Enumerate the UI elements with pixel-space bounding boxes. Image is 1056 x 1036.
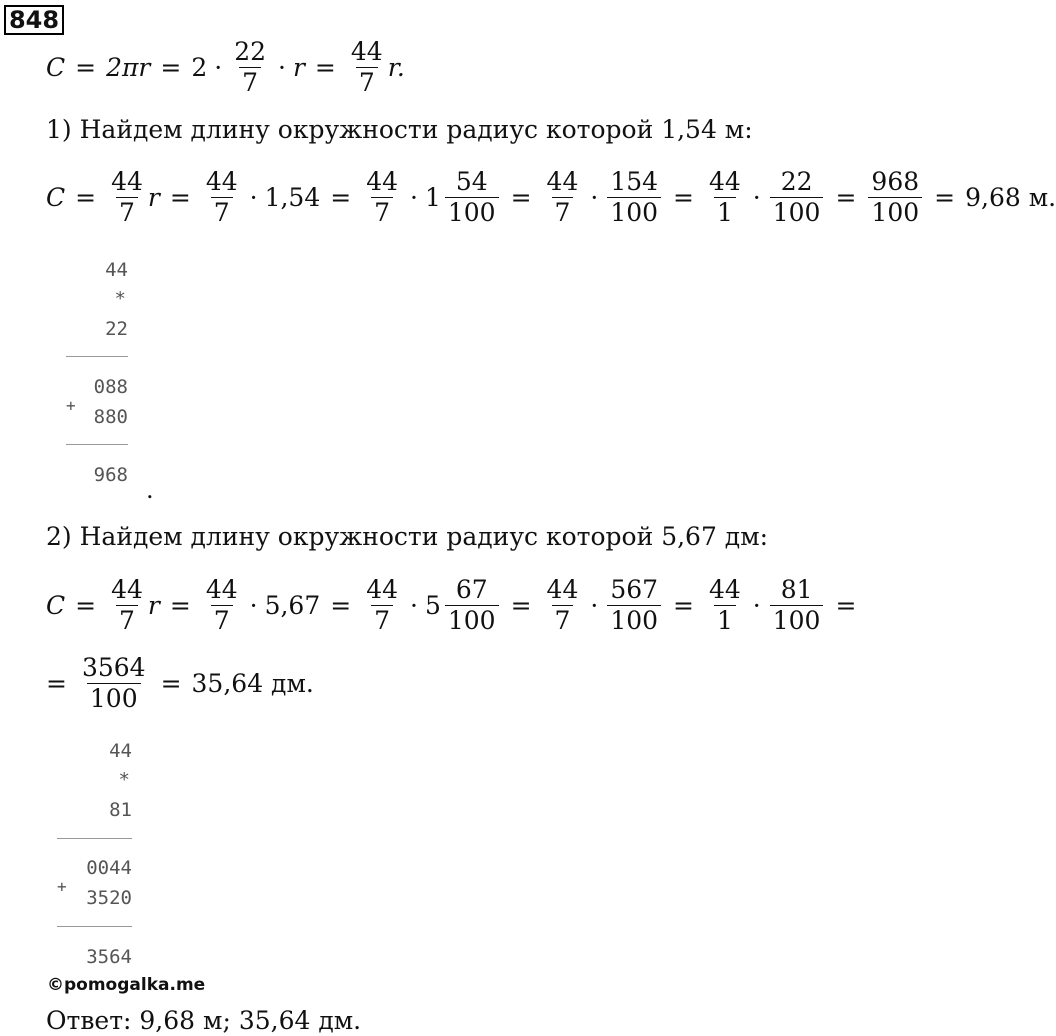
equals-sign: =	[75, 52, 97, 82]
fraction-denominator: 7	[239, 67, 261, 98]
calc-multiplicand: 44	[105, 259, 128, 281]
formula-r: r	[292, 52, 305, 82]
calc-result: 3564	[86, 946, 132, 968]
fraction-44-7	[203, 167, 241, 228]
calc-rule	[57, 838, 132, 839]
fraction-denominator: 100	[87, 683, 141, 714]
fraction-numerator: 44	[205, 166, 238, 196]
step1-heading: 1) Найдем длину окружности радиус которой 1,54 м:	[46, 115, 753, 144]
calc-multiplier: 22	[105, 318, 128, 340]
calc-multiply-sign: *	[114, 288, 126, 310]
fraction-44-7	[108, 167, 146, 228]
multiply-dot: ·	[590, 590, 599, 620]
fraction-numerator: 81	[780, 574, 813, 604]
step1-equation	[46, 152, 1056, 242]
formula-two: 2	[191, 52, 208, 82]
equals-sign: =	[510, 182, 532, 212]
multiply-dot: ·	[752, 182, 761, 212]
fraction-numerator: 44	[111, 574, 143, 604]
formula-r-end: r.	[387, 52, 405, 82]
improper-fraction	[607, 575, 661, 636]
fraction-denominator: 100	[868, 197, 922, 228]
fraction-denominator: 100	[607, 605, 661, 636]
equals-sign: =	[835, 182, 857, 212]
fraction-denominator: 7	[211, 197, 233, 228]
multiply-dot: ·	[410, 590, 418, 620]
fraction-numerator: 44	[708, 574, 741, 604]
fraction-denominator: 100	[445, 197, 499, 228]
equals-sign: =	[314, 52, 336, 82]
fraction-44-7	[363, 575, 401, 636]
fraction-denominator: 7	[371, 197, 393, 228]
fraction-44-7	[108, 575, 146, 636]
fraction-denominator: 1	[714, 605, 736, 636]
mixed-fraction	[445, 167, 499, 228]
fraction-numerator: 154	[610, 166, 659, 196]
calc-partial-2: 880	[93, 406, 128, 428]
step1-result: 9,68 м.	[965, 182, 1056, 212]
equals-sign: =	[934, 182, 956, 212]
formula-r: r	[147, 182, 160, 212]
equals-sign: =	[835, 590, 857, 620]
mixed-fraction	[445, 575, 499, 636]
calc-rule	[66, 444, 128, 445]
equals-sign: =	[673, 182, 694, 212]
calc-plus-sign: +	[66, 396, 76, 415]
formula-r: r	[147, 590, 160, 620]
fraction-numerator: 44	[708, 166, 741, 196]
problem-number: 848	[4, 5, 64, 35]
fraction-denominator: 7	[552, 197, 574, 228]
equals-sign: =	[160, 668, 182, 698]
formula-c: C	[46, 52, 66, 82]
equals-sign: =	[75, 590, 97, 620]
fraction-44-7	[348, 37, 386, 98]
fraction-numerator: 968	[871, 166, 920, 196]
equals-sign: =	[169, 590, 191, 620]
fraction-numerator: 44	[366, 574, 399, 604]
fraction-44-7	[544, 575, 582, 636]
multiply-dot: ·	[752, 590, 761, 620]
circumference-formula	[46, 22, 405, 112]
multiply-dot: ·	[214, 52, 223, 82]
watermark: ©pomogalka.me	[47, 975, 206, 995]
multiply-dot: ·	[590, 182, 599, 212]
mixed-number-whole: 1	[424, 182, 441, 212]
fraction-44-1	[706, 167, 744, 228]
fraction-44-7	[544, 167, 582, 228]
multiply-dot: ·	[278, 52, 286, 82]
answer: Ответ: 9,68 м; 35,64 дм.	[46, 1006, 362, 1035]
equals-sign: =	[510, 590, 532, 620]
fraction-44-7	[363, 167, 401, 228]
equals-sign: =	[75, 182, 97, 212]
fraction-denominator: 100	[770, 605, 824, 636]
equals-sign: =	[160, 52, 182, 82]
fraction-22-7	[231, 37, 269, 98]
fraction-numerator: 44	[205, 574, 238, 604]
fraction-denominator: 7	[356, 67, 378, 98]
fraction-numerator: 44	[546, 166, 579, 196]
fraction-numerator: 3564	[81, 652, 146, 682]
equals-sign: =	[673, 590, 694, 620]
step2-result: 35,64 дм.	[191, 668, 314, 698]
step2-equation-continued	[46, 638, 314, 728]
reduced-fraction	[770, 575, 824, 636]
reduced-fraction	[770, 167, 824, 228]
fraction-44-1	[706, 575, 744, 636]
equals-sign: =	[330, 182, 352, 212]
fraction-numerator: 67	[455, 574, 488, 604]
fraction-numerator: 22	[234, 36, 267, 66]
product-fraction	[79, 653, 149, 714]
calc-plus-sign: +	[57, 877, 67, 896]
calc-multiplicand: 44	[109, 740, 132, 762]
fraction-denominator: 7	[211, 605, 233, 636]
fraction-numerator: 44	[546, 574, 579, 604]
fraction-numerator: 44	[111, 166, 143, 196]
formula-c: C	[46, 590, 66, 620]
fraction-denominator: 100	[770, 197, 824, 228]
fraction-numerator: 22	[780, 166, 813, 196]
formula-2pir: 2πr	[106, 52, 151, 82]
fraction-denominator: 7	[371, 605, 393, 636]
multiply-dot: ·	[249, 182, 258, 212]
calc-partial-1: 0044	[86, 857, 132, 879]
calc-multiply-sign: *	[118, 769, 130, 791]
trailing-dot: .	[146, 476, 154, 504]
fraction-denominator: 100	[607, 197, 661, 228]
product-fraction	[868, 167, 922, 228]
calc-partial-2: 3520	[86, 887, 132, 909]
formula-c: C	[46, 182, 66, 212]
calc-multiplier: 81	[109, 799, 132, 821]
equals-sign: =	[330, 590, 352, 620]
multiply-dot: ·	[410, 182, 418, 212]
fraction-numerator: 54	[455, 166, 488, 196]
improper-fraction	[607, 167, 661, 228]
fraction-denominator: 1	[714, 197, 736, 228]
calc-rule	[57, 926, 132, 927]
calc-rule	[66, 356, 128, 357]
radius-value: 1,54	[264, 182, 321, 212]
mixed-number-whole: 5	[424, 590, 441, 620]
fraction-denominator: 7	[552, 605, 574, 636]
fraction-denominator: 7	[116, 605, 138, 636]
equals-sign: =	[169, 182, 191, 212]
fraction-numerator: 44	[366, 166, 399, 196]
fraction-denominator: 100	[445, 605, 499, 636]
equals-sign: =	[46, 668, 67, 698]
calc-result: 968	[93, 464, 128, 486]
calc-partial-1: 088	[93, 376, 128, 398]
multiply-dot: ·	[249, 590, 258, 620]
fraction-denominator: 7	[116, 197, 138, 228]
fraction-numerator: 567	[610, 574, 659, 604]
step2-heading: 2) Найдем длину окружности радиус которой 5,67 дм:	[46, 522, 769, 551]
fraction-numerator: 44	[350, 36, 383, 66]
radius-value: 5,67	[264, 590, 321, 620]
fraction-44-7	[203, 575, 241, 636]
step2-equation	[46, 560, 866, 650]
